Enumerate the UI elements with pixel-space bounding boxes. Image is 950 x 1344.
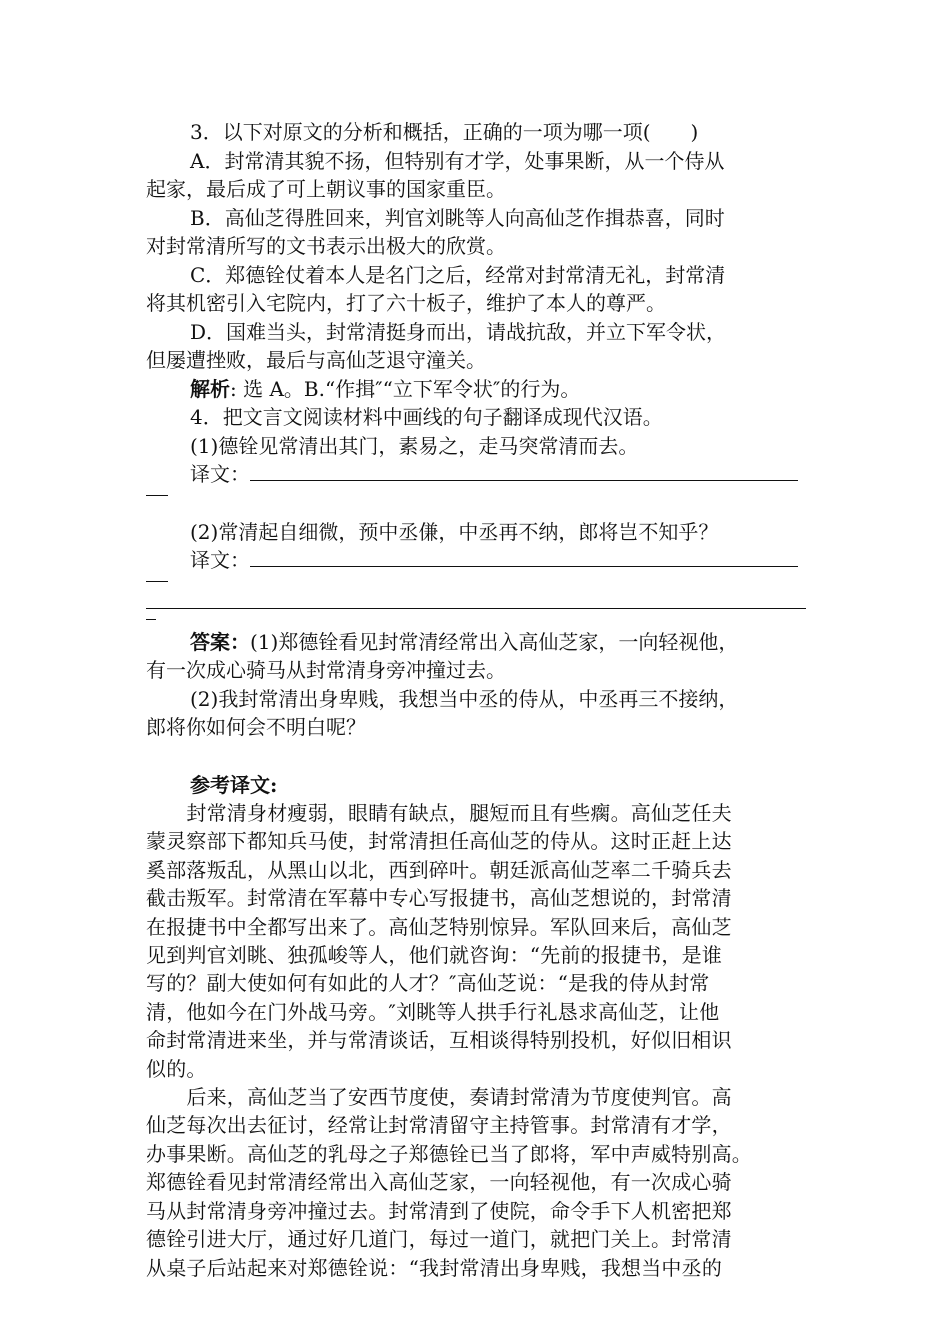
translation-line: 办事果断。高仙芝的乳母之子郑德铨已当了郎将，军中声威特别高。 (146, 1141, 752, 1166)
q4-sentence-1: (1)德铨见常清出其门，素易之，走马突常清而去。 (190, 433, 639, 458)
reference-translation-title: 参考译文: (190, 772, 278, 797)
answer-2-part1: (2)我封常清出身卑贱，我想当中丞的侍从，中丞再三不接纳， (190, 686, 739, 711)
q3-stem: 3．以下对原文的分析和概括，正确的一项为哪一项( ) (190, 120, 699, 144)
answer-blank-2-continuation (146, 575, 168, 582)
answer-blank-2-tail (146, 609, 156, 620)
answer-line-1 (146, 628, 806, 657)
document-page (146, 118, 806, 1282)
answer-1-part2: 有一次成心骑马从封常清身旁冲撞过去。 (146, 658, 506, 682)
translation-line: 蒙灵察部下都知兵马使，封常清担任高仙芝的侍从。这时正赶上达 (146, 829, 732, 854)
q3-option-c-line2: 将其机密引入宅院内，打了六十板子，维护了本人的尊严。 (146, 291, 666, 315)
q3-option-a-line2: 起家，最后成了可上朝议事的国家重臣。 (146, 177, 506, 201)
section-gap (146, 742, 806, 771)
q3-option-a-line1: A．封常清其貌不扬，但特别有才学，处事果断，从一个侍从 (190, 148, 725, 173)
answer-label: 答案： (190, 629, 250, 654)
reference-translation-body (146, 799, 806, 1282)
q4-translation-1 (146, 460, 806, 489)
q4-stem: 4．把文言文阅读材料中画线的句子翻译成现代汉语。 (190, 405, 663, 429)
translation-line: 马从封常清身旁冲撞过去。封常清到了使院，命令手下人机密把郑 (146, 1198, 732, 1223)
q3-option-d-line2: 但屡遭挫败，最后与高仙芝退守潼关。 (146, 348, 486, 372)
translation-line: 郑德铨看见封常清经常出入高仙芝家，一向轻视他，有一次成心骑 (146, 1170, 732, 1195)
translation-line: 清，他如今在门外战马旁。″刘眺等人拱手行礼恳求高仙芝，让他 (146, 999, 720, 1024)
q3-option-c-line1: C．郑德铨仗着本人是名门之后，经常对封常清无礼，封常清 (190, 262, 726, 287)
answer-blank-2-line2[interactable] (146, 582, 806, 609)
answer-2-part2: 郎将你如何会不明白呢？ (146, 715, 366, 739)
q3-option-b-line2: 对封常清所写的文书表示出极大的欣赏。 (146, 234, 506, 258)
q3-option-d-line1: D．国难当头，封常清挺身而出，请战抗敌，并立下军令状， (190, 319, 727, 344)
analysis-text: : 选 A。B.“作揖″“立下军令状″的行为。 (230, 376, 581, 401)
q3-option-b-line1: B．高仙芝得胜回来，判官刘眺等人向高仙芝作揖恭喜，同时 (190, 205, 725, 230)
translation-label-1: 译文： (190, 462, 250, 486)
q4-translation-2 (146, 546, 806, 575)
translation-line: 似的。 (146, 1056, 207, 1081)
translation-line: 后来，高仙芝当了安西节度使，奏请封常清为节度使判官。高 (146, 1085, 732, 1110)
translation-line: 奚部落叛乱，从黑山以北，西到碎叶。朝廷派高仙芝率二千骑兵去 (146, 857, 732, 882)
answer-1-part1: (1)郑德铨看见封常清经常出入高仙芝家，一向轻视他， (250, 629, 739, 654)
q4-sentence-2: (2)常清起自细微，预中丞傔，中丞再不纳，郎将岂不知乎？ (190, 519, 719, 544)
translation-line: 封常清身材瘦弱，眼睛有缺点，腿短而且有些瘸。高仙芝任夫 (146, 801, 732, 825)
translation-line: 命封常清进来坐，并与常清谈话，互相谈得特别投机，好似旧相识 (146, 1028, 732, 1053)
q3-analysis (146, 375, 806, 404)
translation-label-2: 译文： (190, 548, 250, 572)
answer-blank-1[interactable] (250, 462, 798, 481)
answer-blank-1-continuation (146, 489, 168, 496)
translation-line: 见到判官刘眺、独孤峻等人，他们就咨询：“先前的报捷书，是谁 (146, 943, 723, 968)
translation-line: 从桌子后站起来对郑德铨说：“我封常清出身卑贱，我想当中丞的 (146, 1255, 723, 1280)
translation-line: 德铨引进大厅，通过好几道门，每过一道门，就把门关上。封常清 (146, 1227, 732, 1252)
translation-line: 仙芝每次出去征讨，经常让封常清留守主持管事。封常清有才学， (146, 1113, 732, 1138)
answer-blank-2[interactable] (250, 548, 798, 567)
translation-line: 在报捷书中全都写出来了。高仙芝特别惊异。军队回来后，高仙芝 (146, 914, 732, 939)
analysis-label: 解析 (190, 376, 230, 401)
translation-line: 写的？副大使如何有如此的人才？″高仙芝说：“是我的侍从封常 (146, 971, 710, 996)
translation-line: 截击叛军。封常清在军幕中专心写报捷书，高仙芝想说的，封常清 (146, 886, 732, 911)
